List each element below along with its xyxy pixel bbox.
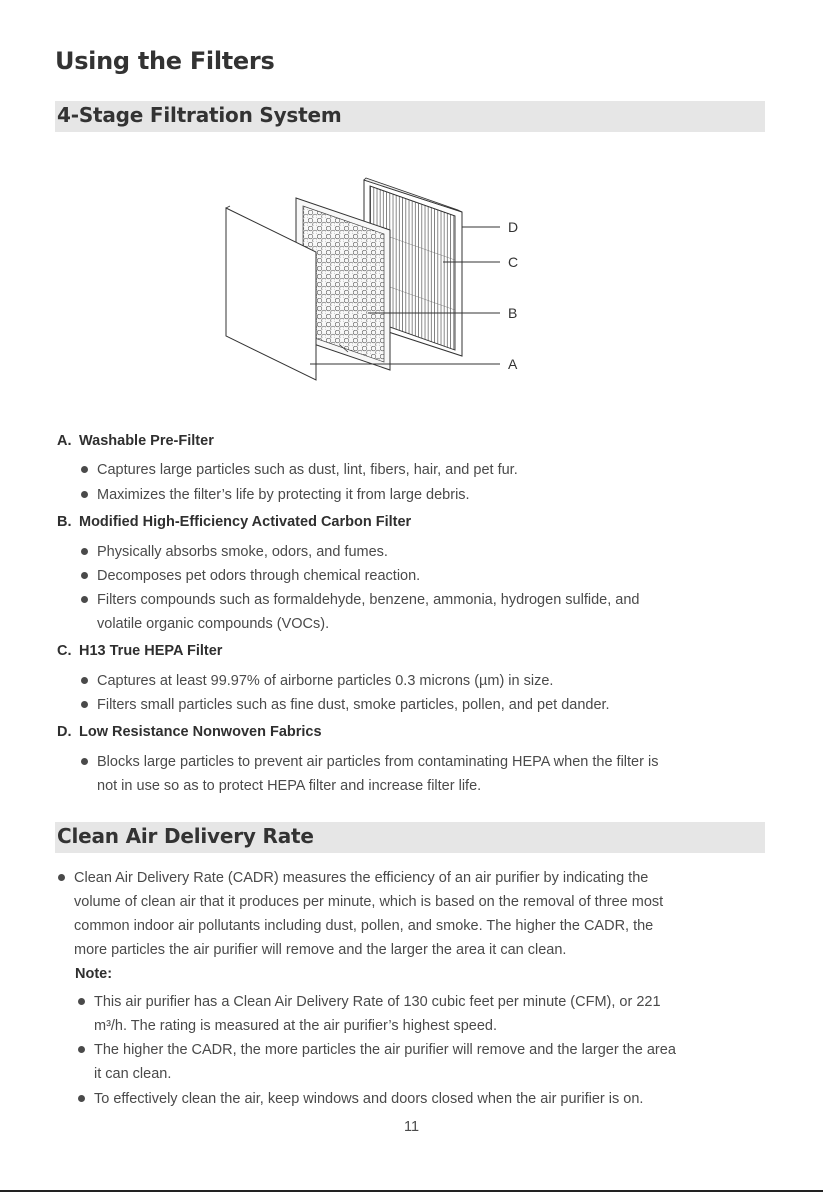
bullet-text: Blocks large particles to prevent air particles from contaminating HEPA when the filter is	[97, 754, 659, 770]
section-name: Washable Pre-Filter	[79, 433, 214, 449]
bullet-text: Captures at least 99.97% of airborne particles 0.3 microns (µm) in size.	[97, 673, 554, 689]
section-band-filtration	[55, 101, 765, 132]
bullet-dot	[78, 1046, 85, 1053]
filter-diagram	[200, 170, 560, 395]
page-number: 11	[403, 1119, 420, 1135]
section-letter: B.	[57, 514, 72, 530]
cadr-intro-line: volume of clean air that it produces per minute, which is based on the removal of three most	[74, 894, 664, 910]
filtration-heading: 4-Stage Filtration System	[57, 103, 342, 127]
diagram-label-a: A	[508, 356, 518, 372]
note-label: Note:	[75, 966, 113, 982]
note-text-continued: it can clean.	[94, 1066, 172, 1082]
bullet-dot	[78, 998, 85, 1005]
bullet-text: Filters small particles such as fine dust, smoke particles, pollen, and pet dander.	[97, 697, 610, 713]
section-letter: C.	[57, 643, 72, 659]
filter-section-b-heading	[57, 514, 411, 530]
diagram-label-b: B	[508, 305, 518, 321]
section-name: Low Resistance Nonwoven Fabrics	[79, 724, 322, 740]
bullet-text: Decomposes pet odors through chemical reaction.	[97, 568, 421, 584]
bullet-dot	[81, 491, 88, 498]
cadr-intro-line: more particles the air purifier will remove and the larger the area it can clean.	[74, 942, 567, 958]
bullet-text: Physically absorbs smoke, odors, and fumes.	[97, 544, 388, 560]
bullet-dot	[81, 701, 88, 708]
section-letter: A.	[57, 433, 72, 449]
note-text: The higher the CADR, the more particles the air purifier will remove and the larger the area	[94, 1042, 676, 1058]
bullet-dot	[81, 548, 88, 555]
diagram-label-c: C	[508, 254, 519, 270]
note-text-continued: m³/h. The rating is measured at the air purifier’s highest speed.	[94, 1018, 497, 1034]
bullet-dot	[81, 596, 88, 603]
section-name: H13 True HEPA Filter	[79, 643, 223, 659]
filter-section-c-heading	[57, 643, 222, 659]
bullet-dot	[81, 466, 88, 473]
bullet-text: Filters compounds such as formaldehyde, benzene, ammonia, hydrogen sulfide, and	[97, 592, 640, 608]
section-letter: D.	[57, 724, 72, 740]
diagram-label-d: D	[508, 219, 519, 235]
bullet-text: Captures large particles such as dust, lint, fibers, hair, and pet fur.	[97, 462, 518, 478]
section-name: Modified High-Efficiency Activated Carbon Filter	[79, 514, 412, 530]
cadr-intro-line: common indoor air pollutants including dust, pollen, and smoke. The higher the CADR, the	[74, 918, 654, 934]
bullet-dot	[81, 758, 88, 765]
filter-section-d-heading	[57, 724, 322, 740]
bullet-dot	[58, 874, 65, 881]
bullet-dot	[81, 677, 88, 684]
bullet-dot	[78, 1095, 85, 1102]
note-text: This air purifier has a Clean Air Delivery Rate of 130 cubic feet per minute (CFM), or 221	[94, 994, 661, 1010]
page-title: Using the Filters	[55, 47, 275, 75]
section-band-cadr	[55, 822, 765, 853]
cadr-intro-line: Clean Air Delivery Rate (CADR) measures the efficiency of an air purifier by indicating the	[74, 870, 649, 886]
cadr-heading: Clean Air Delivery Rate	[57, 824, 314, 848]
note-text: To effectively clean the air, keep windows and doors closed when the air purifier is on.	[94, 1091, 644, 1107]
bullet-text: Maximizes the filter’s life by protecting it from large debris.	[97, 487, 470, 503]
filter-section-a-heading	[57, 433, 214, 449]
bullet-dot	[81, 572, 88, 579]
bullet-text-continued: not in use so as to protect HEPA filter and increase filter life.	[97, 778, 482, 794]
bullet-text-continued: volatile organic compounds (VOCs).	[97, 616, 330, 632]
